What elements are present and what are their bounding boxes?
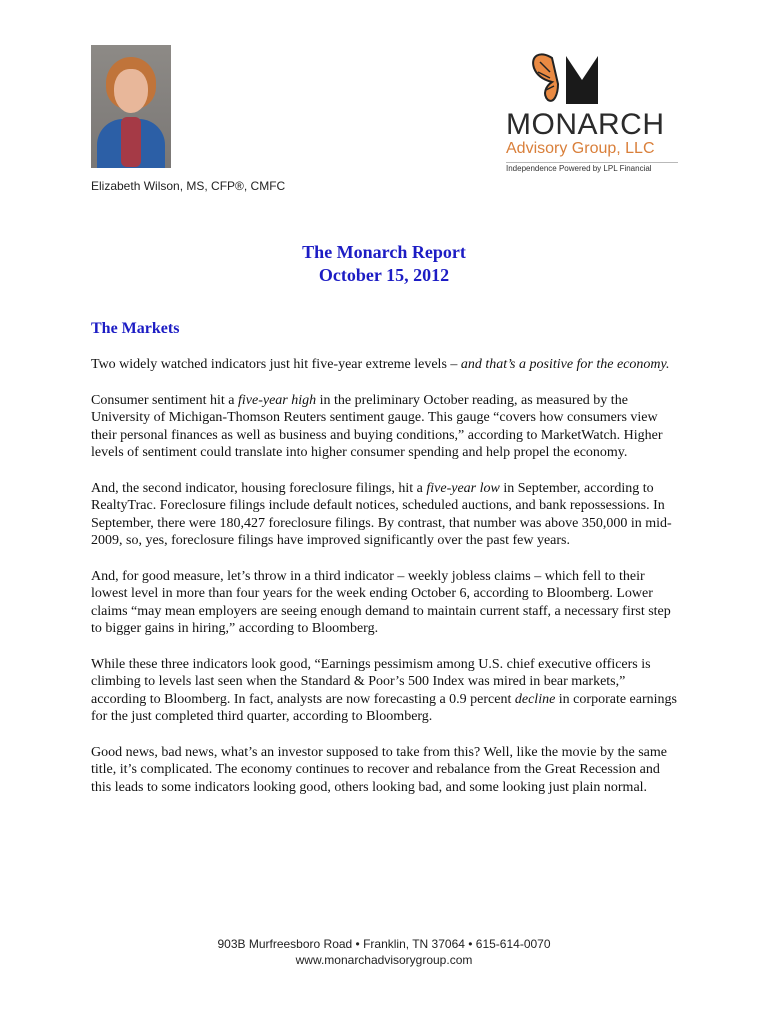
p2-text-end: in the preliminary October reading, as measured by the University of Michigan-Thomson Reuters sentiment gauge. This gauge “covers how consumers view their personal finances as well as business and buying conditions,” according to MarketWatch. Higher levels of sentiment could translate into higher consumer spending and help propel the economy. xyxy=(91,392,663,460)
p1-emphasis: and that’s a positive for the economy. xyxy=(460,357,670,372)
butterfly-icon xyxy=(500,50,682,110)
monarch-logo xyxy=(500,50,682,178)
paragraph-2 xyxy=(91,392,681,462)
p2-emphasis: five-year high xyxy=(237,392,317,408)
report-title: The Monarch Report xyxy=(302,242,466,262)
p3-text-end: in September, according to RealtyTrac. Foreclosure filings include default notices, scheduled auctions, and bank repossessions. In September, there were 180,427 foreclosure filings. By contrast, that number was above 350,000 in mid-2009, so, yes, foreclosure filings have improved significantly over the past few years. xyxy=(91,480,672,548)
advisor-photo xyxy=(91,45,171,168)
photo-caption: Elizabeth Wilson, MS, CFP®, CMFC xyxy=(91,179,286,193)
logo-tagline: Independence Powered by LPL Financial xyxy=(506,164,652,173)
paragraph-5 xyxy=(91,656,681,726)
p5-text-start: While these three indicators look good, “Earnings pessimism among U.S. chief executive officers is climbing to levels last seen when the Standard & Poor’s 500 Index was mired in bear markets,” according to Bloomberg. In fact, analysts are now forecasting a 0.9 percent xyxy=(91,656,651,707)
p1-text: Two widely watched indicators just hit five-year extreme levels – xyxy=(91,357,461,372)
p3-text-start: And, the second indicator, housing foreclosure filings, hit a xyxy=(91,480,427,496)
p2-text-start: Consumer sentiment hit a xyxy=(91,392,238,408)
logo-divider xyxy=(506,162,678,163)
photo-scarf xyxy=(121,117,141,167)
footer xyxy=(0,936,768,968)
p3-emphasis: five-year low xyxy=(426,480,500,496)
logo-subname: Advisory Group, LLC xyxy=(506,140,655,157)
paragraph-1 xyxy=(91,356,681,374)
photo-face xyxy=(114,69,148,113)
article-body xyxy=(91,356,681,814)
paragraph-6: Good news, bad news, what’s an investor supposed to take from this? Well, like the movie by the same title, it’s complicated. The economy continues to recover and rebalance from the Great Recession and this leads to some indicators looking good, others looking bad, and some looking just plain normal. xyxy=(91,744,668,795)
p5-text-end: in corporate earnings for the just completed third quarter, according to Bloomberg. xyxy=(91,691,677,724)
report-date: October 15, 2012 xyxy=(318,265,450,285)
paragraph-4: And, for good measure, let’s throw in a third indicator – weekly jobless claims – which fell to their lowest level in more than four years for the week ending October 6, according to Bloomberg. Lower claims “may mean employers are seeing enough demand to maintain current staff, a necessary first step to bigger gains in hiring,” according to Bloomberg. xyxy=(91,568,671,636)
logo-wordmark: MONARCH xyxy=(506,108,665,141)
section-heading: The Markets xyxy=(91,320,180,337)
footer-website[interactable]: www.monarchadvisorygroup.com xyxy=(295,953,473,967)
p5-emphasis: decline xyxy=(514,691,556,707)
footer-address: 903B Murfreesboro Road • Franklin, TN 37064 • 615-614-0070 xyxy=(217,937,551,951)
report-title-block xyxy=(0,241,768,287)
paragraph-3 xyxy=(91,480,681,550)
